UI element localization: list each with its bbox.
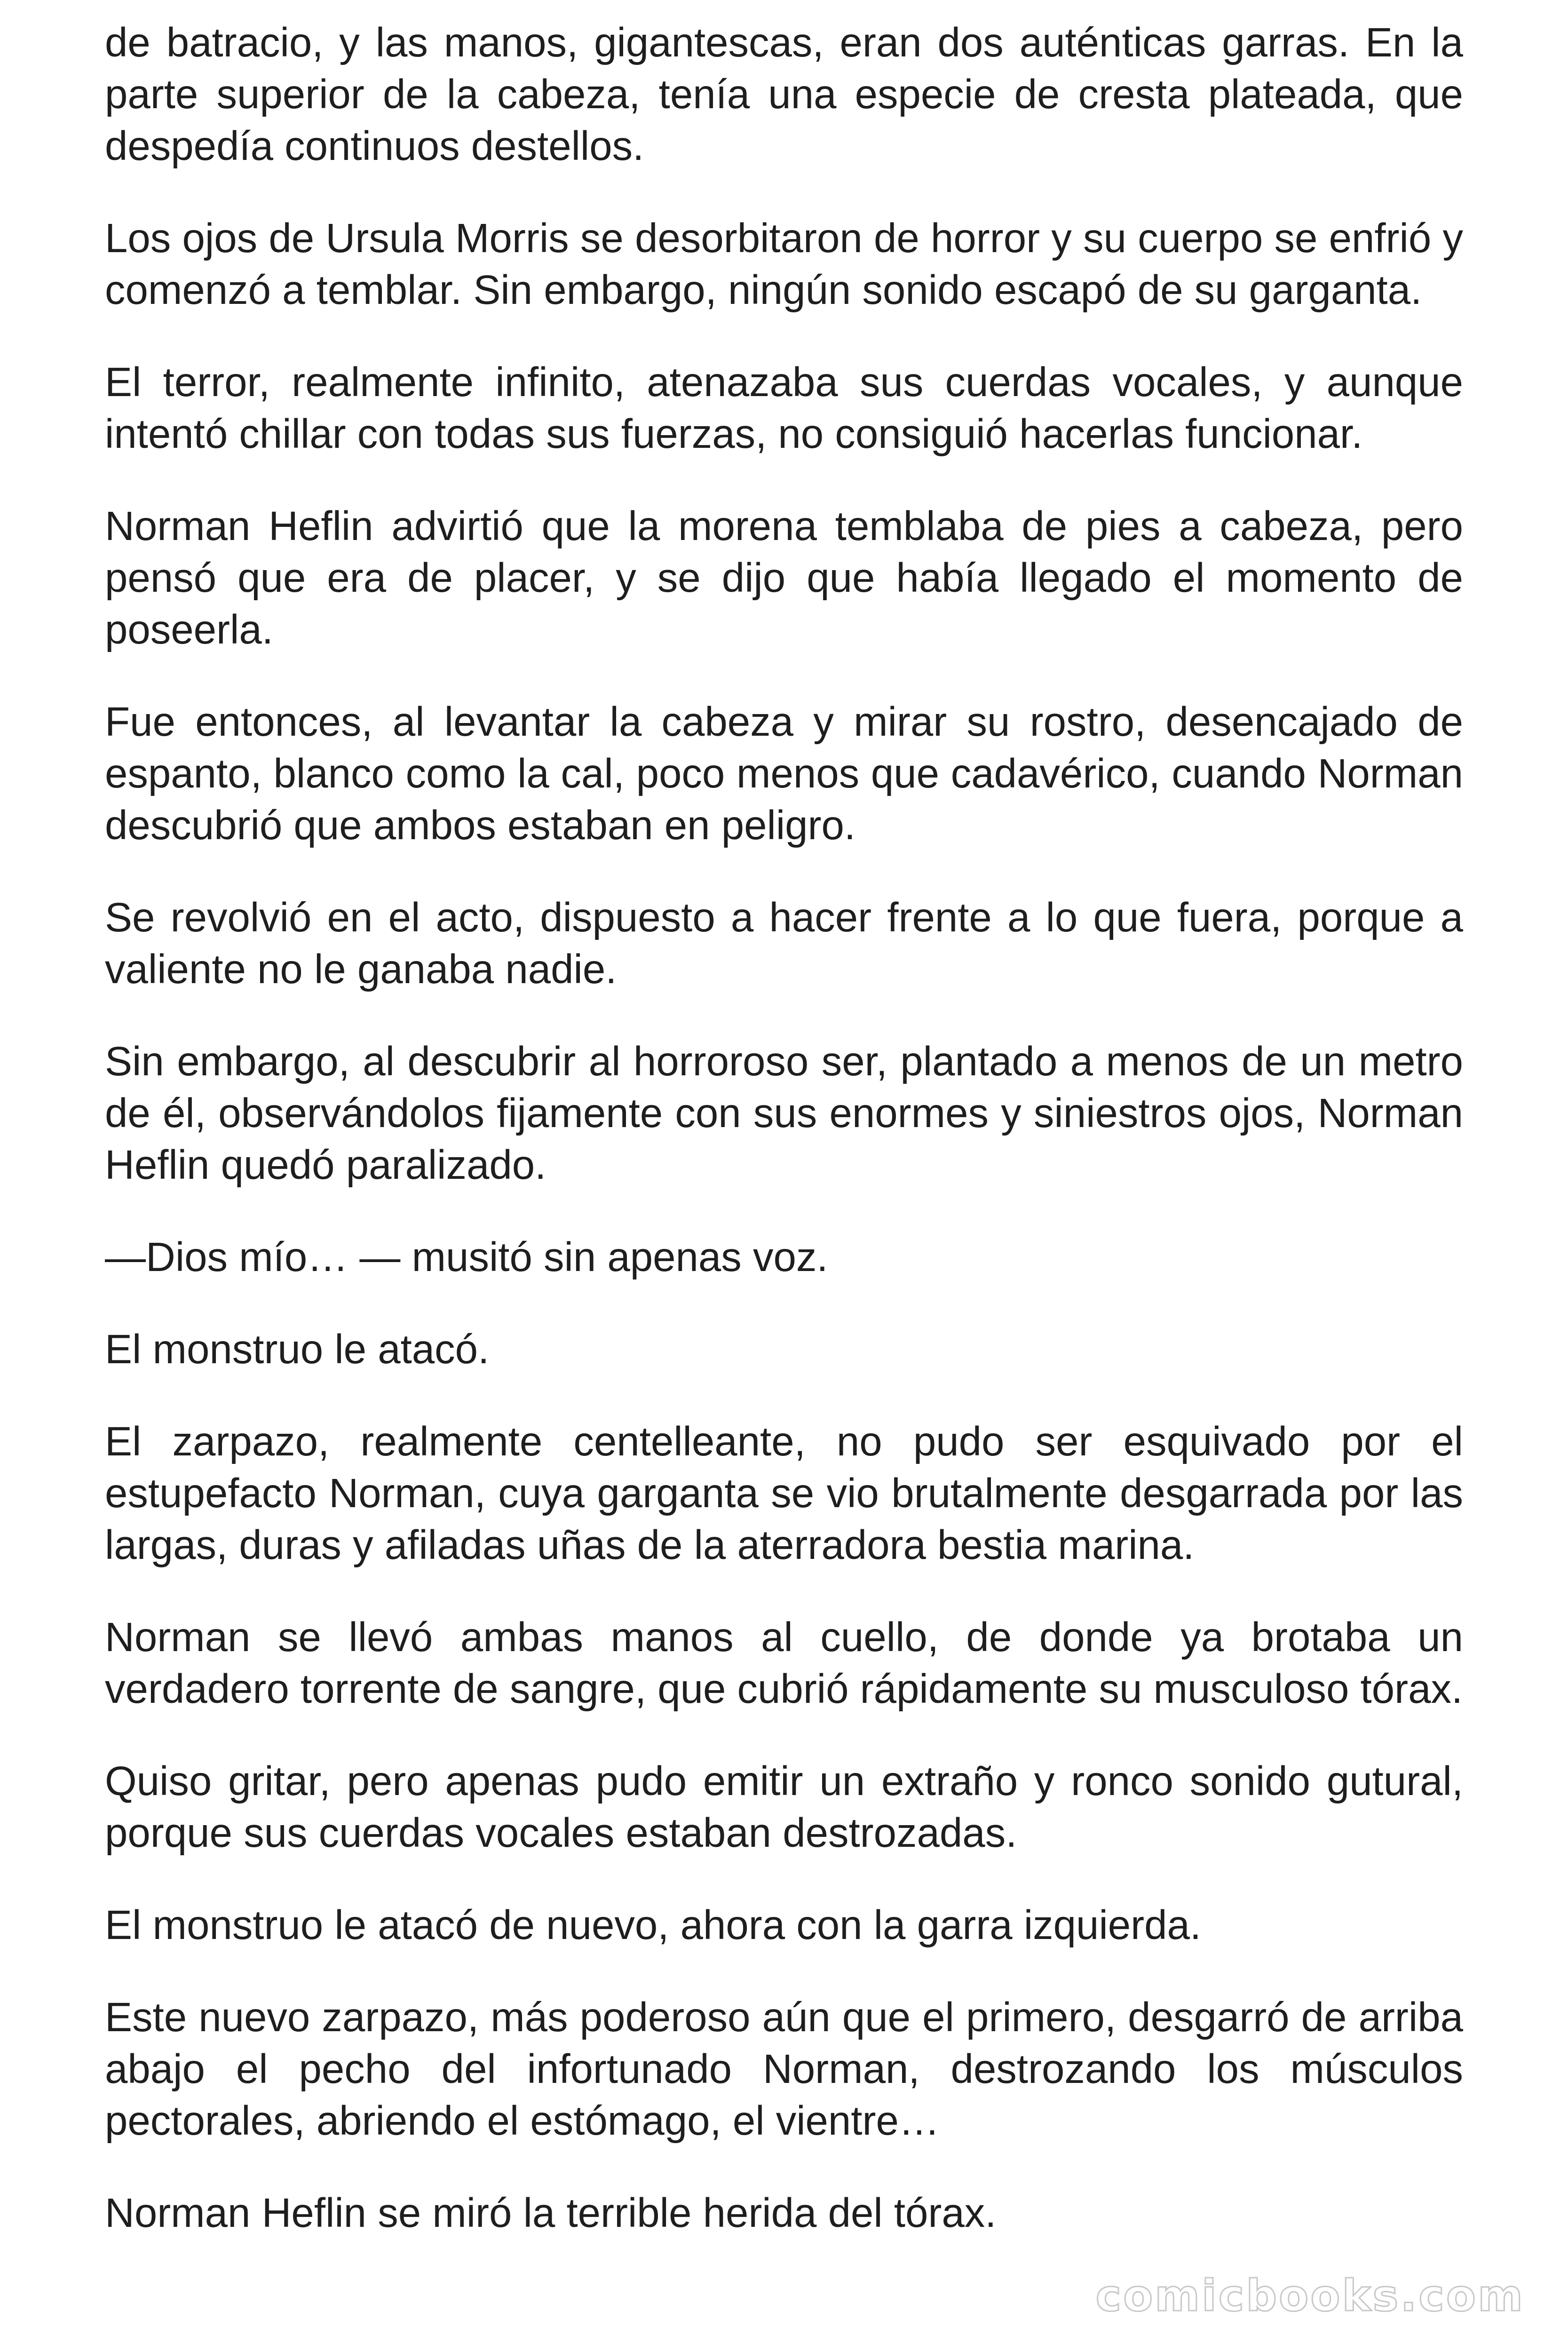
paragraph: Fue entonces, al levantar la cabeza y mirar su rostro, desencajado de espanto, blanco como la cal, poco menos que cadavérico, cuando Norman descubrió que ambos estaban en peligro. [105, 699, 1463, 848]
paragraph: Norman Heflin se miró la terrible herida del tórax. [105, 2190, 997, 2236]
paragraph: Los ojos de Ursula Morris se desorbitaron de horror y su cuerpo se enfrió y comenzó a temblar. Sin embargo, ningún sonido escapó de su garganta. [105, 215, 1463, 313]
paragraph: Se revolvió en el acto, dispuesto a hacer frente a lo que fuera, porque a valiente no le ganaba nadie. [105, 895, 1463, 992]
paragraph: Sin embargo, al descubrir al horroroso ser, plantado a menos de un metro de él, observándolos fijamente con sus enormes y siniestros ojos, Norman Heflin quedó paralizado. [105, 1039, 1463, 1188]
paragraph: Quiso gritar, pero apenas pudo emitir un extraño y ronco sonido gutural, porque sus cuerdas vocales estaban destrozadas. [105, 1758, 1463, 1856]
paragraph: Norman se llevó ambas manos al cuello, de donde ya brotaba un verdadero torrente de sangre, que cubrió rápidamente su musculoso tórax. [105, 1614, 1463, 1712]
paragraph: El monstruo le atacó. [105, 1327, 490, 1372]
paragraph: El terror, realmente infinito, atenazaba sus cuerdas vocales, y aunque intentó chillar con todas sus fuerzas, no consiguió hacerlas funcionar. [105, 359, 1463, 457]
paragraph: Este nuevo zarpazo, más poderoso aún que el primero, desgarró de arriba abajo el pecho del infortunado Norman, destrozando los músculos pectorales, abriendo el estómago, el vientre… [105, 1994, 1463, 2144]
paragraph: de batracio, y las manos, gigantescas, eran dos auténticas garras. En la parte superior de la cabeza, tenía una especie de cresta plateada, que despedía continuos destellos. [105, 20, 1463, 169]
paragraph: El zarpazo, realmente centelleante, no pudo ser esquivado por el estupefacto Norman, cuya garganta se vio brutalmente desgarrada por las largas, duras y afiladas uñas de la aterradora bestia marina. [105, 1419, 1463, 1568]
paragraph: Norman Heflin advirtió que la morena temblaba de pies a cabeza, pero pensó que era de placer, y se dijo que había llegado el momento de poseerla. [105, 503, 1463, 652]
page-text [105, 17, 1463, 2239]
watermark: comicbooks.com [1095, 2271, 1525, 2321]
paragraph: —Dios mío… — musitó sin apenas voz. [105, 1234, 828, 1280]
paragraph: El monstruo le atacó de nuevo, ahora con la garra izquierda. [105, 1902, 1202, 1948]
